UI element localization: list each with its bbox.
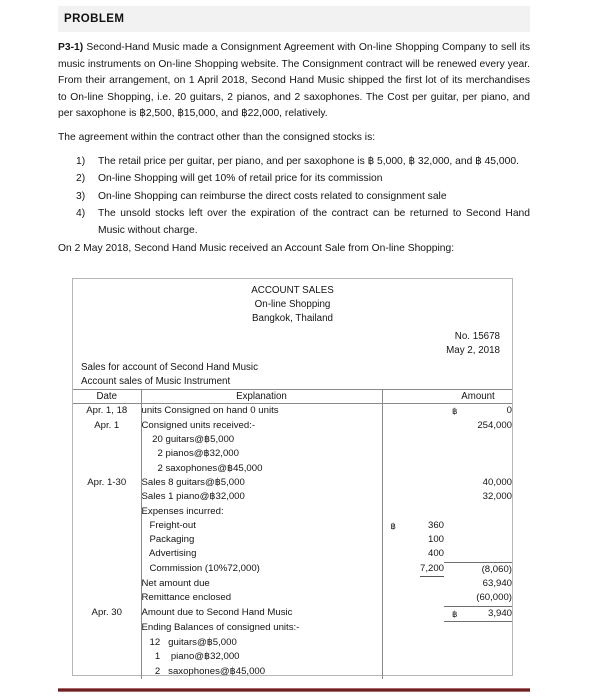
account-sales-title: ACCOUNT SALES [251, 285, 334, 296]
cell-explanation: 1 piano@฿32,000 [141, 650, 382, 664]
list-item-number: 2) [76, 173, 86, 185]
cell-explanation: 2 pianos@฿32,000 [141, 447, 382, 461]
account-sales-company: On-line Shopping [254, 299, 331, 311]
cell-amount-outer [444, 621, 512, 636]
cell-date [73, 636, 141, 650]
cell-explanation: Amount due to Second Hand Music [141, 606, 382, 621]
cell-amount-inner [382, 419, 444, 433]
cell-explanation: Consigned units received:- [141, 419, 382, 433]
amount-value: 100 [427, 534, 444, 546]
amount-value: 3,940 [487, 607, 512, 619]
cell-amount-inner [382, 621, 444, 636]
table-row [73, 462, 512, 476]
cell-explanation: units Consigned on hand 0 units [141, 404, 382, 419]
cell-date [73, 577, 141, 591]
page-title: PROBLEM [64, 13, 125, 25]
cell-amount-inner [382, 665, 444, 679]
cell-amount-outer [444, 665, 512, 679]
table-row [73, 505, 512, 519]
cell-explanation: 20 guitars@฿5,000 [141, 433, 382, 447]
table-row [73, 621, 512, 636]
cell-amount-inner [382, 562, 444, 577]
table-row [73, 665, 512, 679]
cell-amount-inner [382, 490, 444, 504]
cell-amount-inner [382, 650, 444, 664]
amount-value: 40,000 [482, 476, 512, 488]
cell-date: Apr. 1-30 [73, 476, 141, 490]
table-header-row [73, 390, 512, 404]
list-item [58, 206, 530, 239]
list-item [58, 154, 530, 171]
amount-value: (60,000) [476, 592, 512, 604]
cell-amount-inner [382, 636, 444, 650]
cell-amount-outer [444, 419, 512, 433]
column-header-amount: Amount [444, 390, 512, 404]
cell-date: Apr. 1 [73, 419, 141, 433]
problem-paragraph-1 [58, 40, 530, 123]
cell-explanation: Ending Balances of consigned units:- [141, 621, 382, 636]
problem-label: P3-1) [58, 42, 84, 53]
list-item-number: 4) [76, 208, 86, 220]
table-row [73, 591, 512, 606]
cell-date [73, 547, 141, 562]
amount-value: 360 [427, 519, 444, 531]
cell-amount-outer [444, 650, 512, 664]
account-sales-number: No. 15678 [454, 330, 500, 342]
cell-date: Apr. 30 [73, 606, 141, 621]
cell-amount-inner [382, 404, 444, 419]
table-row [73, 533, 512, 547]
cell-amount-inner [382, 447, 444, 461]
amount-value: 0 [506, 405, 512, 417]
cell-explanation: 2 saxophones@฿45,000 [141, 462, 382, 476]
baht-symbol: ฿ [452, 608, 458, 619]
cell-amount-outer [444, 462, 512, 476]
ledger-table [73, 389, 512, 679]
cell-date [73, 490, 141, 504]
table-row [73, 490, 512, 504]
amount-value: (8,060) [481, 563, 512, 575]
agreement-list [58, 154, 530, 240]
cell-amount-inner [382, 606, 444, 621]
list-item-number: 1) [76, 155, 86, 167]
problem-body [58, 40, 530, 264]
cell-explanation: Advertising [141, 547, 382, 562]
cell-amount-inner [382, 533, 444, 547]
cell-date [73, 665, 141, 679]
cell-explanation: Remittance enclosed [141, 591, 382, 606]
account-sales-account-of: Account sales of Music Instrument [81, 376, 231, 388]
account-sales-meta [73, 330, 512, 358]
cell-amount-inner [382, 505, 444, 519]
cell-date [73, 505, 141, 519]
cell-amount-inner [382, 519, 444, 533]
cell-explanation: Packaging [141, 533, 382, 547]
table-row [73, 562, 512, 577]
cell-date [73, 650, 141, 664]
cell-amount-outer [444, 577, 512, 591]
cell-amount-outer [444, 476, 512, 490]
table-row [73, 519, 512, 533]
account-sales-location: Bangkok, Thailand [252, 313, 333, 325]
footer-rule [58, 688, 530, 692]
cell-explanation: Commission (10%72,000) [141, 562, 382, 577]
table-row [73, 636, 512, 650]
table-row [73, 650, 512, 664]
list-item-label: On-line Shopping will get 10% of retail price for its commission [98, 173, 383, 185]
table-row [73, 404, 512, 419]
cell-date [73, 519, 141, 533]
cell-explanation: 2 saxophones@฿45,000 [141, 665, 382, 679]
amount-value: 32,000 [482, 491, 512, 503]
list-item-number: 3) [76, 190, 86, 202]
list-item-label: On-line Shopping can reimburse the direct costs related to consignment sale [98, 190, 447, 202]
cell-amount-inner [382, 462, 444, 476]
cell-date [73, 562, 141, 577]
column-header-explanation: Explanation [141, 390, 382, 404]
column-header-spacer [382, 390, 444, 404]
cell-date [73, 621, 141, 636]
cell-amount-outer [444, 533, 512, 547]
cell-amount-inner [382, 577, 444, 591]
table-row [73, 447, 512, 461]
cell-date [73, 591, 141, 606]
account-sales-box [72, 278, 513, 676]
table-row [73, 476, 512, 490]
table-row [73, 419, 512, 433]
cell-date [73, 462, 141, 476]
cell-amount-outer [444, 636, 512, 650]
table-row [73, 547, 512, 562]
cell-amount-outer [444, 404, 512, 419]
cell-explanation: 12 guitars@฿5,000 [141, 636, 382, 650]
amount-value: 7,200 [420, 563, 444, 577]
cell-amount-outer [444, 490, 512, 504]
list-item [58, 171, 530, 188]
cell-amount-outer [444, 562, 512, 577]
baht-symbol: ฿ [390, 520, 396, 531]
cell-amount-inner [382, 476, 444, 490]
cell-amount-inner [382, 547, 444, 562]
account-sales-subheader [73, 361, 512, 389]
cell-explanation: Net amount due [141, 577, 382, 591]
baht-symbol: ฿ [452, 406, 458, 417]
cell-amount-outer [444, 606, 512, 621]
cell-amount-outer [444, 433, 512, 447]
problem-paragraph-2: The agreement within the contract other than the consigned stocks is: [58, 131, 376, 143]
cell-date [73, 433, 141, 447]
table-row [73, 606, 512, 621]
table-row [73, 433, 512, 447]
cell-explanation: Sales 8 guitars@฿5,000 [141, 476, 382, 490]
table-row [73, 577, 512, 591]
problem-paragraph-1-text: Second-Hand Music made a Consignment Agreement with On-line Shopping Company to sell its music instruments on On-line Shopping website. The Consignment contract will be renewed every year. From their arrangement, on 1 April 2018, Second Hand Music shipped the first lot of its merchandises to On-line Shopping, i.e. 20 guitars, 2 pianos, and 2 saxophones. The Cost per guitar, per piano, and per saxophone is ฿2,500, ฿15,000, and ฿22,000, relatively. [58, 42, 530, 120]
cell-date [73, 447, 141, 461]
cell-explanation: Expenses incurred: [141, 505, 382, 519]
cell-amount-outer [444, 547, 512, 562]
cell-explanation: Sales 1 piano@฿32,000 [141, 490, 382, 504]
amount-value: 254,000 [477, 419, 512, 431]
account-sales-sales-for: Sales for account of Second Hand Music [81, 362, 258, 374]
amount-value: 400 [427, 548, 444, 560]
cell-amount-inner [382, 591, 444, 606]
section-header-band [58, 6, 530, 32]
cell-date: Apr. 1, 18 [73, 404, 141, 419]
amount-value: 63,940 [482, 577, 512, 589]
list-item-label: The retail price per guitar, per piano, and per saxophone is ฿ 5,000, ฿ 32,000, and ฿ 45,000. [98, 155, 519, 167]
cell-amount-outer [444, 505, 512, 519]
cell-amount-outer [444, 519, 512, 533]
cell-explanation: Freight-out [141, 519, 382, 533]
account-sales-heading [73, 279, 512, 327]
account-sales-date: May 2, 2018 [446, 344, 500, 356]
problem-paragraph-3: On 2 May 2018, Second Hand Music received an Account Sale from On-line Shopping: [58, 242, 455, 254]
cell-amount-inner [382, 433, 444, 447]
list-item-label: The unsold stocks left over the expiration of the contract can be returned to Second Hand Music without charge. [98, 208, 530, 236]
cell-date [73, 533, 141, 547]
column-header-date: Date [73, 390, 141, 404]
list-item [58, 189, 530, 206]
cell-amount-outer [444, 591, 512, 606]
cell-amount-outer [444, 447, 512, 461]
